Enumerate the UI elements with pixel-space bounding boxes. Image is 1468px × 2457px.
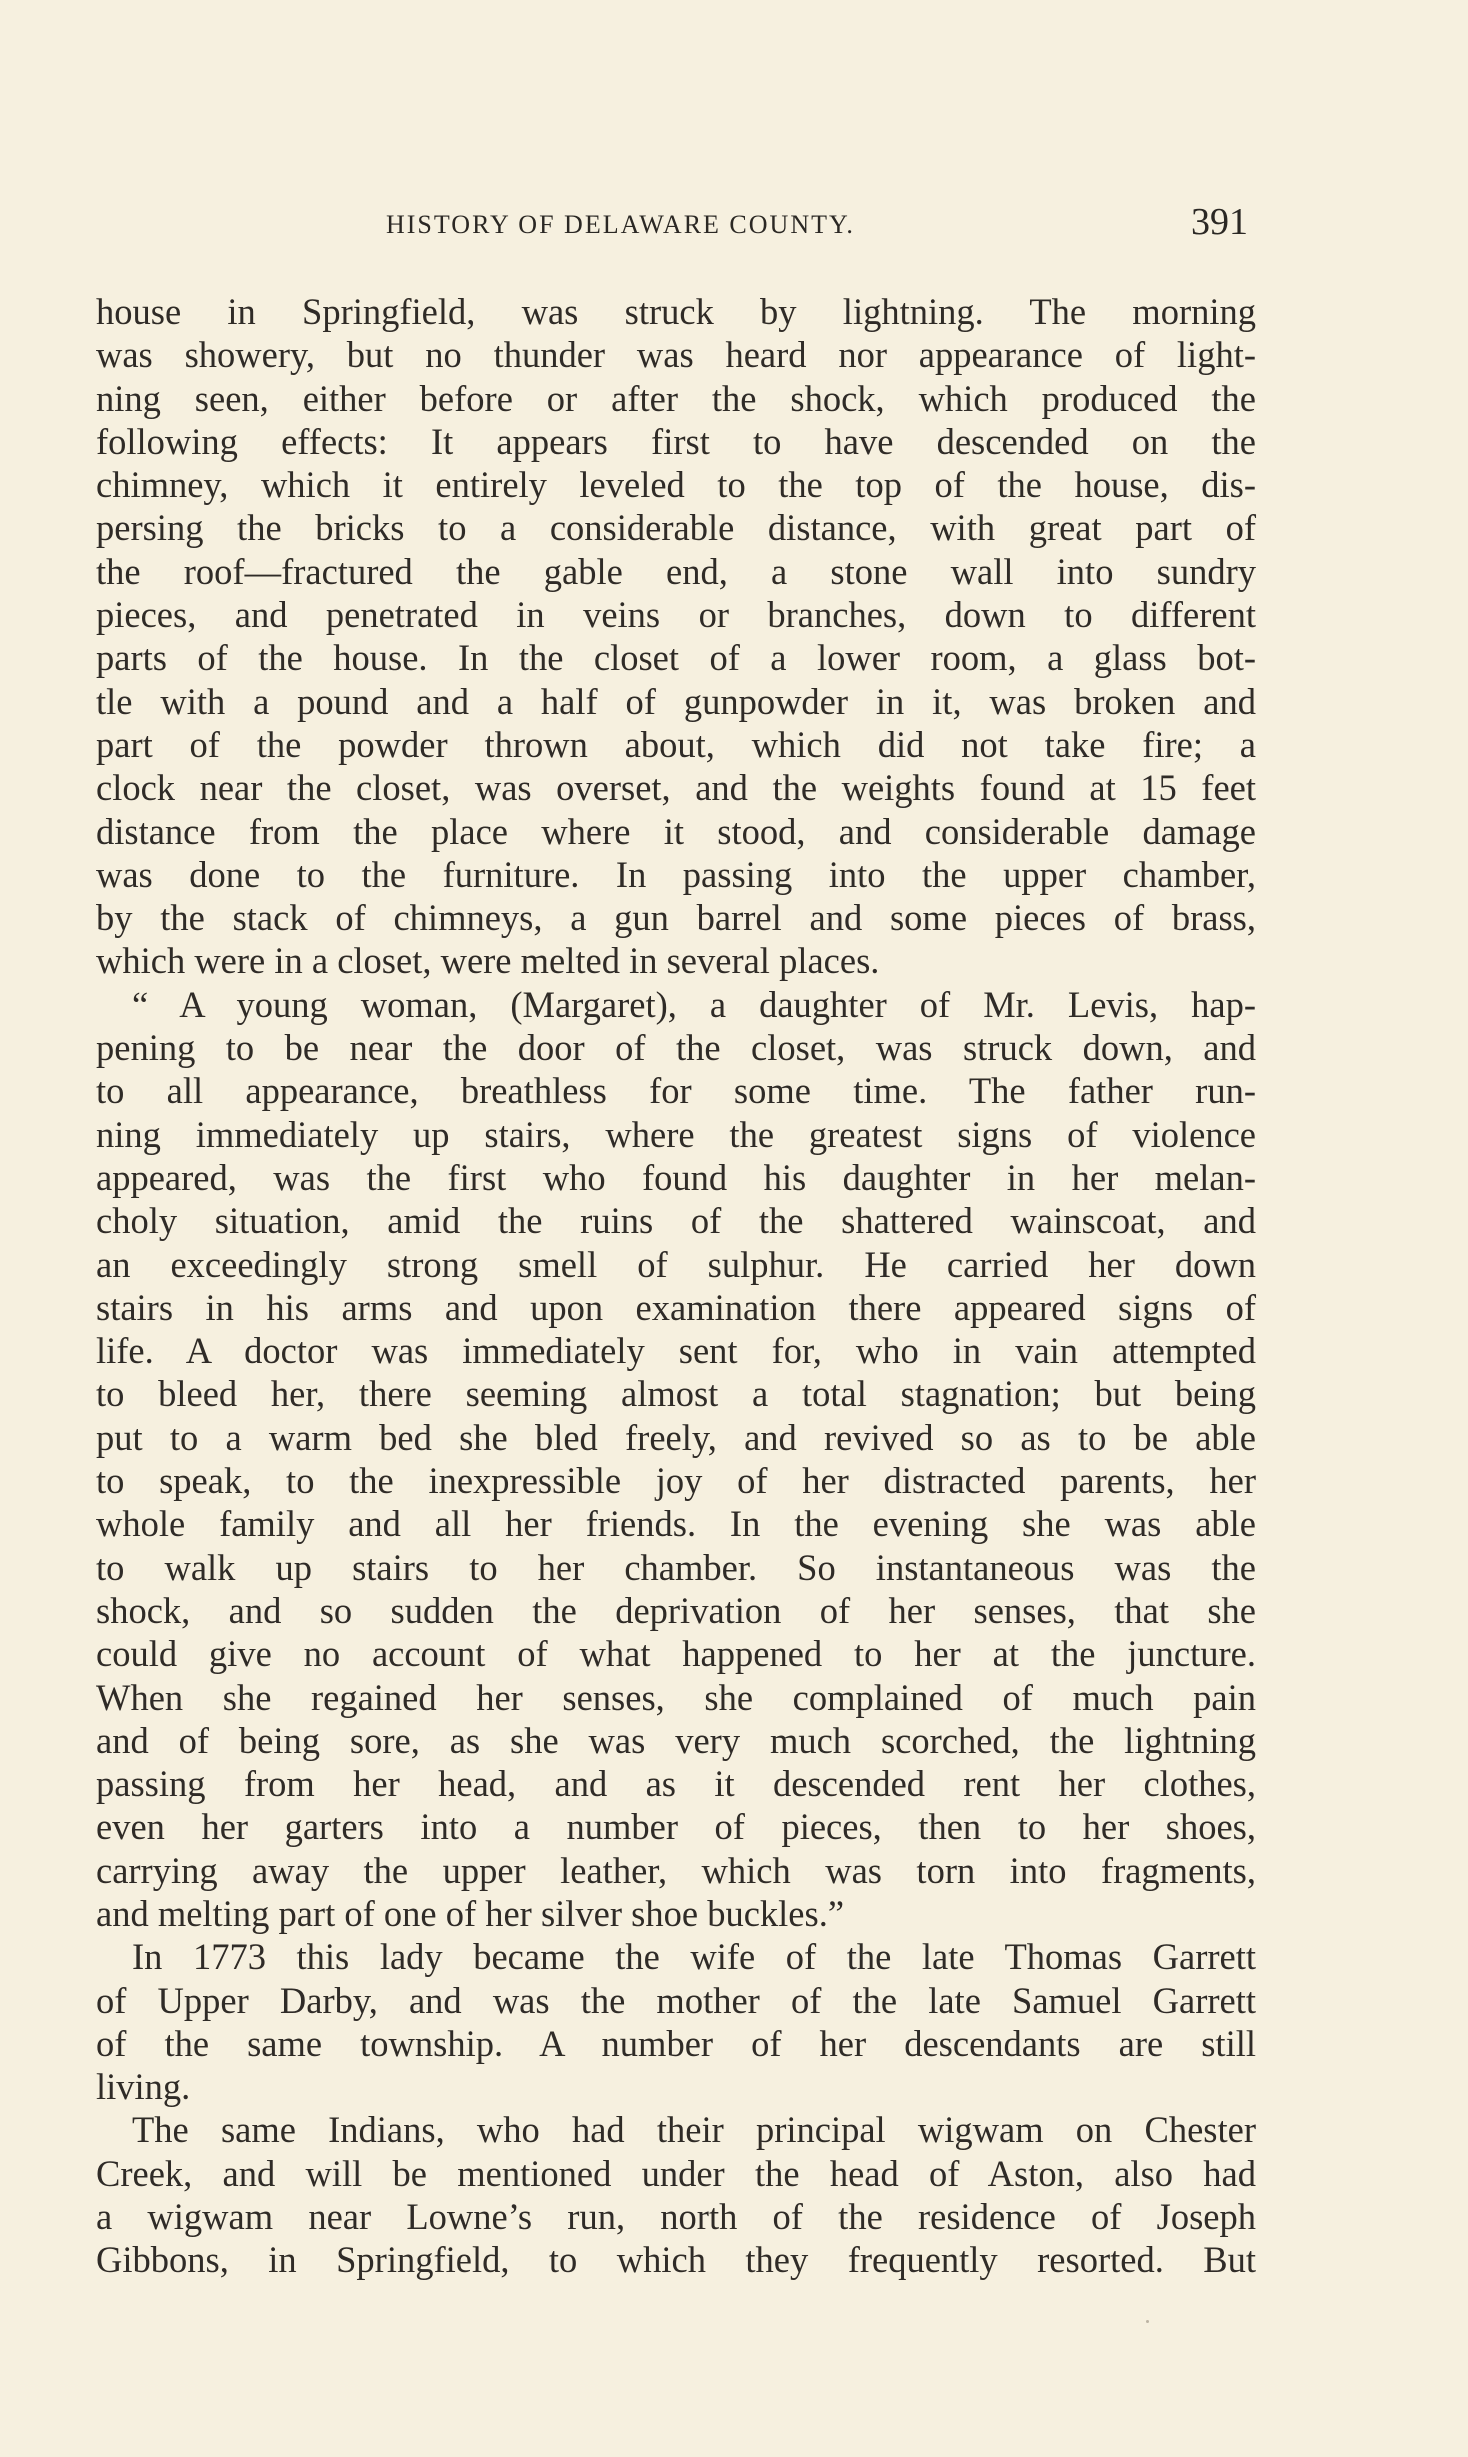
text-line: distance from the place where it stood, and considerable damage — [96, 810, 1256, 852]
text-line: a wigwam near Lowne’s run, north of the residence of Joseph — [96, 2196, 1256, 2238]
text-line: which were in a closet, were melted in several places. — [96, 940, 880, 982]
text-line: to speak, to the inexpressible joy of her distracted parents, her — [96, 1460, 1256, 1502]
text-line: When she regained her senses, she complained of much pain — [96, 1676, 1256, 1718]
text-line: to all appearance, breathless for some time. The father run- — [96, 1070, 1256, 1112]
text-line: of the same township. A number of her descendants are still — [96, 2022, 1256, 2064]
text-line: “ A young woman, (Margaret), a daughter of Mr. Levis, hap- — [132, 983, 1256, 1025]
text-line: put to a warm bed she bled freely, and revived so as to be able — [96, 1416, 1256, 1458]
text-line: pening to be near the door of the closet, was struck down, and — [96, 1027, 1256, 1069]
page-header — [96, 196, 1256, 256]
text-line: passing from her head, and as it descended rent her clothes, — [96, 1763, 1256, 1805]
text-line: of Upper Darby, and was the mother of the late Samuel Garrett — [96, 1979, 1256, 2021]
text-line: and melting part of one of her silver shoe buckles.” — [96, 1892, 845, 1934]
text-line: the roof—fractured the gable end, a stone wall into sundry — [96, 550, 1256, 592]
text-line: chimney, which it entirely leveled to the top of the house, dis- — [96, 464, 1256, 506]
text-line: even her garters into a number of pieces, then to her shoes, — [96, 1806, 1256, 1848]
text-line: could give no account of what happened to her at the juncture. — [96, 1633, 1256, 1675]
text-line: ning seen, either before or after the shock, which produced the — [96, 377, 1256, 419]
text-line: parts of the house. In the closet of a lower room, a glass bot- — [96, 637, 1256, 679]
text-line: living. — [96, 2066, 191, 2108]
text-line: carrying away the upper leather, which was torn into fragments, — [96, 1849, 1256, 1891]
text-line: and of being sore, as she was very much scorched, the lightning — [96, 1719, 1256, 1761]
text-line: to bleed her, there seeming almost a total stagnation; but being — [96, 1373, 1256, 1415]
text-line: an exceedingly strong smell of sulphur. He carried her down — [96, 1243, 1256, 1285]
text-line: was done to the furniture. In passing into the upper chamber, — [96, 853, 1256, 895]
text-line: In 1773 this lady became the wife of the late Thomas Garrett — [132, 1936, 1256, 1978]
running-title: HISTORY OF DELAWARE COUNTY. — [386, 210, 855, 239]
text-line: ning immediately up stairs, where the greatest signs of violence — [96, 1113, 1256, 1155]
text-line: life. A doctor was immediately sent for, who in vain attempted — [96, 1330, 1256, 1372]
text-line: tle with a pound and a half of gunpowder in it, was broken and — [96, 680, 1256, 722]
text-line: whole family and all her friends. In the evening she was able — [96, 1503, 1256, 1545]
text-line: Gibbons, in Springfield, to which they frequently resorted. But — [96, 2239, 1256, 2281]
text-line: to walk up stairs to her chamber. So instantaneous was the — [96, 1546, 1256, 1588]
body-text — [96, 290, 1256, 2282]
text-line: shock, and so sudden the deprivation of her senses, that she — [96, 1589, 1256, 1631]
text-line: part of the powder thrown about, which did not take fire; a — [96, 723, 1256, 765]
text-line: choly situation, amid the ruins of the shattered wainscoat, and — [96, 1200, 1256, 1242]
text-line: The same Indians, who had their principal wigwam on Chester — [132, 2109, 1256, 2151]
text-line: was showery, but no thunder was heard nor appearance of light- — [96, 334, 1256, 376]
page-number: 391 — [1191, 201, 1248, 243]
text-line: by the stack of chimneys, a gun barrel and some pieces of brass, — [96, 897, 1256, 939]
text-line: following effects: It appears first to have descended on the — [96, 420, 1256, 462]
text-line: pieces, and penetrated in veins or branches, down to different — [96, 594, 1256, 636]
text-line: house in Springfield, was struck by lightning. The morning — [96, 291, 1256, 332]
text-line: stairs in his arms and upon examination there appeared signs of — [96, 1286, 1256, 1328]
text-line: Creek, and will be mentioned under the head of Aston, also had — [96, 2152, 1256, 2194]
text-line: persing the bricks to a considerable distance, with great part of — [96, 507, 1256, 549]
paper-speck — [1146, 2320, 1149, 2323]
text-line: clock near the closet, was overset, and the weights found at 15 feet — [96, 767, 1256, 809]
text-line: appeared, was the first who found his daughter in her melan- — [96, 1156, 1256, 1198]
